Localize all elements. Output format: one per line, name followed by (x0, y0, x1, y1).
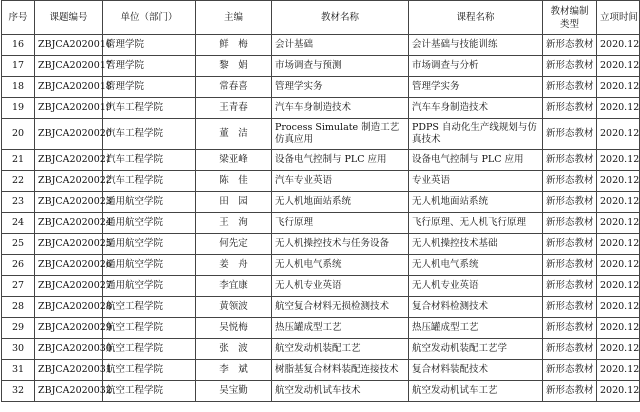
cell-code: ZBJCA2020032 (35, 381, 103, 402)
cell-editor: 梁亚峰 (196, 150, 272, 171)
cell-unit: 航空工程学院 (103, 360, 196, 381)
cell-date: 2020.12 (597, 171, 640, 192)
header-course: 课程名称 (409, 1, 543, 35)
cell-type: 新形态教材 (543, 339, 597, 360)
cell-seq: 16 (2, 35, 35, 56)
cell-course: 专业英语 (409, 171, 543, 192)
cell-code: ZBJCA2020028 (35, 297, 103, 318)
cell-textbook: Process Simulate 制造工艺仿真应用 (272, 119, 409, 150)
cell-unit: 航空工程学院 (103, 381, 196, 402)
cell-course: 会计基础与技能训练 (409, 35, 543, 56)
cell-unit: 汽车工程学院 (103, 98, 196, 119)
cell-textbook: 热压罐成型工艺 (272, 318, 409, 339)
cell-seq: 29 (2, 318, 35, 339)
table-row (2, 318, 640, 339)
cell-date: 2020.12 (597, 77, 640, 98)
cell-seq: 23 (2, 192, 35, 213)
table-row (2, 192, 640, 213)
cell-seq: 17 (2, 56, 35, 77)
cell-code: ZBJCA2020025 (35, 234, 103, 255)
cell-unit: 通用航空学院 (103, 192, 196, 213)
cell-textbook: 航空发动机试车技术 (272, 381, 409, 402)
cell-code: ZBJCA2020018 (35, 77, 103, 98)
cell-date: 2020.12 (597, 339, 640, 360)
cell-type: 新形态教材 (543, 381, 597, 402)
cell-textbook: 树脂基复合材料装配连接技术 (272, 360, 409, 381)
cell-type: 新形态教材 (543, 234, 597, 255)
header-code: 课题编号 (35, 1, 103, 35)
cell-course: 复合材料检测技术 (409, 297, 543, 318)
table-row (2, 339, 640, 360)
header-type: 教材编制类型 (543, 1, 597, 35)
cell-editor: 董 洁 (196, 119, 272, 150)
cell-textbook: 市场调查与预测 (272, 56, 409, 77)
cell-course: PDPS 自动化生产线规划与仿真技术 (409, 119, 543, 150)
cell-unit: 汽车工程学院 (103, 171, 196, 192)
cell-editor: 吴悦梅 (196, 318, 272, 339)
cell-textbook: 无人机专业英语 (272, 276, 409, 297)
cell-editor: 鲜 梅 (196, 35, 272, 56)
cell-editor: 姜 舟 (196, 255, 272, 276)
cell-date: 2020.12 (597, 98, 640, 119)
cell-textbook: 管理学实务 (272, 77, 409, 98)
header-textbook: 教材名称 (272, 1, 409, 35)
cell-textbook: 汽车车身制造技术 (272, 98, 409, 119)
cell-date: 2020.12 (597, 297, 640, 318)
cell-course: 设备电气控制与 PLC 应用 (409, 150, 543, 171)
cell-seq: 22 (2, 171, 35, 192)
cell-seq: 18 (2, 77, 35, 98)
cell-textbook: 无人机地面站系统 (272, 192, 409, 213)
cell-unit: 管理学院 (103, 77, 196, 98)
cell-date: 2020.12 (597, 234, 640, 255)
cell-seq: 20 (2, 119, 35, 150)
cell-seq: 28 (2, 297, 35, 318)
cell-editor: 田 园 (196, 192, 272, 213)
table-row (2, 77, 640, 98)
table-row (2, 234, 640, 255)
table-row (2, 119, 640, 150)
cell-seq: 21 (2, 150, 35, 171)
table-row (2, 35, 640, 56)
cell-code: ZBJCA2020022 (35, 171, 103, 192)
cell-course: 管理学实务 (409, 77, 543, 98)
cell-code: ZBJCA2020017 (35, 56, 103, 77)
cell-unit: 管理学院 (103, 35, 196, 56)
cell-code: ZBJCA2020024 (35, 213, 103, 234)
cell-unit: 通用航空学院 (103, 213, 196, 234)
cell-type: 新形态教材 (543, 360, 597, 381)
cell-course: 无人机操控技术基础 (409, 234, 543, 255)
cell-course: 汽车车身制造技术 (409, 98, 543, 119)
cell-type: 新形态教材 (543, 276, 597, 297)
cell-unit: 航空工程学院 (103, 339, 196, 360)
cell-code: ZBJCA2020016 (35, 35, 103, 56)
cell-code: ZBJCA2020031 (35, 360, 103, 381)
cell-unit: 通用航空学院 (103, 234, 196, 255)
table-row (2, 297, 640, 318)
table-row (2, 56, 640, 77)
cell-code: ZBJCA2020029 (35, 318, 103, 339)
table-row (2, 255, 640, 276)
cell-code: ZBJCA2020026 (35, 255, 103, 276)
table-row (2, 150, 640, 171)
cell-type: 新形态教材 (543, 56, 597, 77)
cell-course: 无人机专业英语 (409, 276, 543, 297)
cell-unit: 管理学院 (103, 56, 196, 77)
cell-date: 2020.12 (597, 318, 640, 339)
cell-date: 2020.12 (597, 276, 640, 297)
cell-date: 2020.12 (597, 255, 640, 276)
cell-textbook: 无人机电气系统 (272, 255, 409, 276)
cell-seq: 31 (2, 360, 35, 381)
cell-editor: 吴宝勤 (196, 381, 272, 402)
table-header-row (2, 1, 640, 35)
cell-editor: 陈 佳 (196, 171, 272, 192)
cell-course: 市场调查与分析 (409, 56, 543, 77)
cell-course: 无人机电气系统 (409, 255, 543, 276)
cell-editor: 何先定 (196, 234, 272, 255)
cell-type: 新形态教材 (543, 119, 597, 150)
cell-seq: 19 (2, 98, 35, 119)
cell-date: 2020.12 (597, 381, 640, 402)
cell-textbook: 飞行原理 (272, 213, 409, 234)
table-row (2, 171, 640, 192)
cell-course: 热压罐成型工艺 (409, 318, 543, 339)
cell-code: ZBJCA2020030 (35, 339, 103, 360)
cell-textbook: 航空复合材料无损检测技术 (272, 297, 409, 318)
cell-code: ZBJCA2020027 (35, 276, 103, 297)
cell-editor: 常春喜 (196, 77, 272, 98)
cell-editor: 张 波 (196, 339, 272, 360)
cell-editor: 黎 娟 (196, 56, 272, 77)
cell-editor: 黄领波 (196, 297, 272, 318)
cell-type: 新形态教材 (543, 98, 597, 119)
cell-date: 2020.12 (597, 56, 640, 77)
table-row (2, 360, 640, 381)
cell-date: 2020.12 (597, 360, 640, 381)
cell-course: 航空发动机装配工艺学 (409, 339, 543, 360)
cell-seq: 25 (2, 234, 35, 255)
cell-unit: 航空工程学院 (103, 318, 196, 339)
cell-textbook: 无人机操控技术与任务设备 (272, 234, 409, 255)
cell-code: ZBJCA2020021 (35, 150, 103, 171)
header-seq: 序号 (2, 1, 35, 35)
textbook-project-table (1, 0, 640, 402)
cell-unit: 通用航空学院 (103, 255, 196, 276)
cell-editor: 李宜康 (196, 276, 272, 297)
cell-unit: 通用航空学院 (103, 276, 196, 297)
cell-textbook: 设备电气控制与 PLC 应用 (272, 150, 409, 171)
cell-type: 新形态教材 (543, 255, 597, 276)
table-body (2, 35, 640, 402)
cell-seq: 32 (2, 381, 35, 402)
table-row (2, 276, 640, 297)
cell-type: 新形态教材 (543, 213, 597, 234)
cell-course: 复合材料装配技术 (409, 360, 543, 381)
cell-unit: 汽车工程学院 (103, 150, 196, 171)
cell-unit: 汽车工程学院 (103, 119, 196, 150)
cell-type: 新形态教材 (543, 35, 597, 56)
cell-date: 2020.12 (597, 35, 640, 56)
cell-type: 新形态教材 (543, 192, 597, 213)
cell-unit: 航空工程学院 (103, 297, 196, 318)
cell-code: ZBJCA2020023 (35, 192, 103, 213)
cell-editor: 李 斌 (196, 360, 272, 381)
cell-code: ZBJCA2020019 (35, 98, 103, 119)
cell-type: 新形态教材 (543, 77, 597, 98)
cell-date: 2020.12 (597, 150, 640, 171)
cell-seq: 24 (2, 213, 35, 234)
cell-textbook: 会计基础 (272, 35, 409, 56)
table-row (2, 381, 640, 402)
header-date: 立项时间 (597, 1, 640, 35)
cell-type: 新形态教材 (543, 150, 597, 171)
cell-seq: 27 (2, 276, 35, 297)
cell-textbook: 汽车专业英语 (272, 171, 409, 192)
cell-course: 航空发动机试车工艺 (409, 381, 543, 402)
cell-seq: 30 (2, 339, 35, 360)
cell-date: 2020.12 (597, 192, 640, 213)
header-unit: 单位（部门） (103, 1, 196, 35)
cell-date: 2020.12 (597, 119, 640, 150)
cell-editor: 王 洵 (196, 213, 272, 234)
cell-course: 无人机地面站系统 (409, 192, 543, 213)
cell-type: 新形态教材 (543, 297, 597, 318)
cell-course: 飞行原理、无人机飞行原理 (409, 213, 543, 234)
cell-type: 新形态教材 (543, 318, 597, 339)
cell-editor: 王青春 (196, 98, 272, 119)
cell-type: 新形态教材 (543, 171, 597, 192)
table-row (2, 213, 640, 234)
cell-textbook: 航空发动机装配工艺 (272, 339, 409, 360)
cell-code: ZBJCA2020020 (35, 119, 103, 150)
cell-date: 2020.12 (597, 213, 640, 234)
table-row (2, 98, 640, 119)
header-editor: 主编 (196, 1, 272, 35)
cell-seq: 26 (2, 255, 35, 276)
